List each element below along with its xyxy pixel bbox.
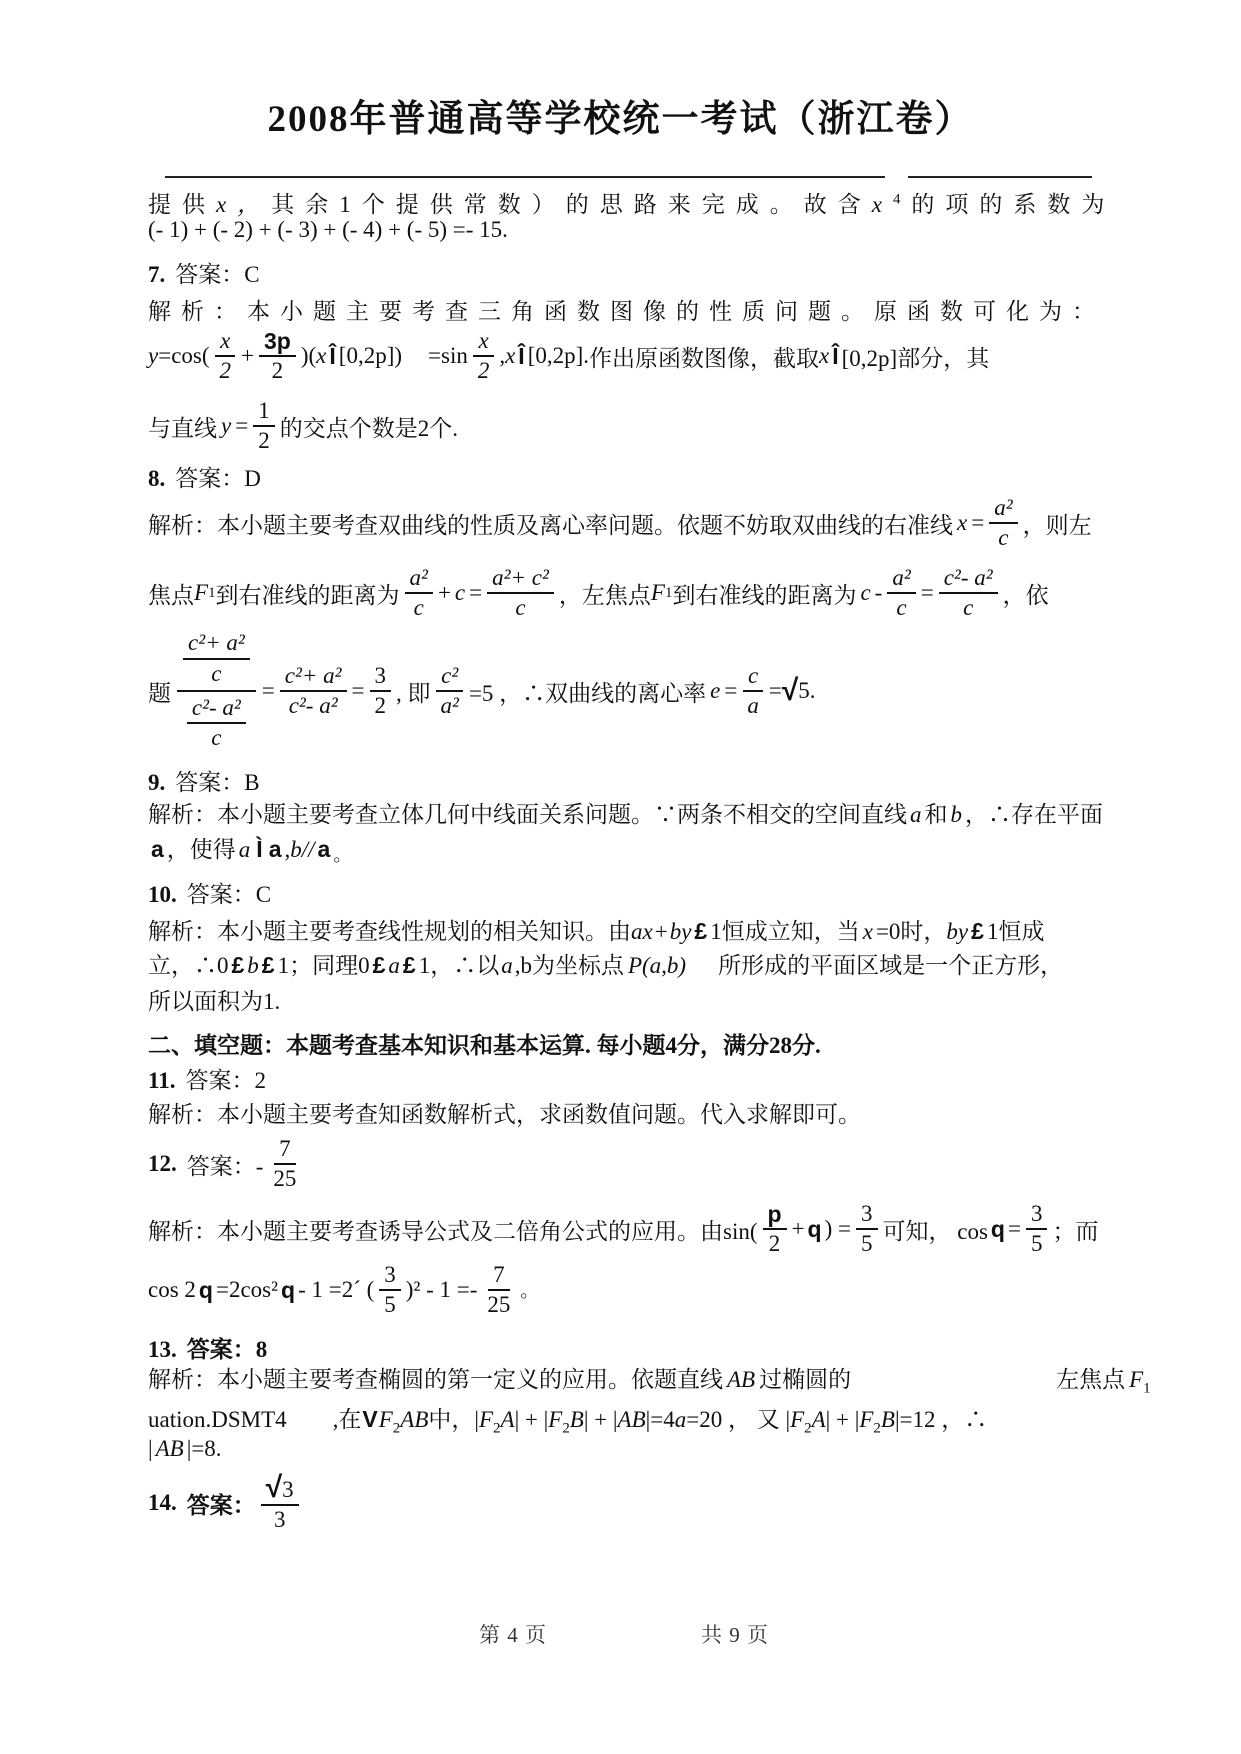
text: )(	[300, 343, 317, 368]
leq-symbol: £	[694, 918, 708, 944]
line-q11-answer	[148, 1062, 1106, 1095]
operator-plus: +	[654, 919, 668, 944]
operator-plus: +	[241, 343, 254, 368]
text: 1恒成	[986, 919, 1045, 944]
theta-symbol: q	[198, 1276, 213, 1303]
alpha-symbol: a	[151, 836, 164, 862]
text: 的交点个数是2个.	[279, 415, 458, 441]
answer-text: 答案：D	[175, 466, 261, 491]
text: ，依	[1002, 582, 1049, 608]
spacer	[287, 1426, 333, 1427]
operator-equals: =	[261, 678, 275, 703]
element-of-symbol: Î	[518, 342, 525, 369]
fraction-a2-c: $\frac{\text{a²}}{c}$	[405, 565, 433, 622]
line-q10-jiexi-2	[148, 947, 1106, 980]
var-B: B	[569, 1407, 584, 1432]
question-number: 9.	[148, 770, 166, 795]
text: [0,2p]部分，其	[841, 345, 990, 371]
operator-equals: =	[724, 678, 738, 703]
operator-equals: =	[469, 580, 483, 605]
var-x4: x	[871, 192, 893, 217]
text: 立，∴0	[148, 953, 229, 978]
line-q13-jiexi-3	[148, 1436, 1106, 1462]
fraction-3pi-2: $\frac{3p}{2}$	[259, 328, 296, 385]
line-q13-jiexi-2	[148, 1401, 1106, 1437]
var-c: c	[454, 580, 466, 605]
text: 解析：本小题主要考查立体几何中线面关系问题。∵两条不相交的空间直线	[148, 802, 907, 827]
text: 提供	[148, 192, 216, 217]
question-number: 13.	[148, 1337, 177, 1362]
fraction-1-2: $\frac{1}{2}$	[253, 398, 275, 455]
text: , 即	[396, 680, 431, 706]
text: 。	[333, 845, 352, 865]
text: ；而	[1052, 1218, 1099, 1244]
text: 所形成的平面区域是一个正方形，	[718, 953, 1064, 978]
line-q12-jiexi-2	[148, 1262, 1106, 1318]
line-q8-jiexi-2: 焦点 F 1 到右准线的距离为 $\frac{\text{a²}}{c}$ + c = $\frac{\text{a²+ c²}}{c}$ ，左焦点 F 1 到右准线的距离为 c - $\frac{\text{a²}}{c}$ = $\frac{\text{c²- a²}}{c}$ ，依	[148, 564, 1049, 620]
footer-page-number: 第 4 页	[479, 1623, 547, 1647]
alpha-symbol: a	[317, 836, 331, 862]
line-q10-jiexi-3: 所以面积为1.	[148, 989, 281, 1014]
operator-plus: +	[791, 1216, 805, 1241]
line-q8-answer	[148, 460, 1106, 493]
var-AB: AB	[400, 1407, 429, 1432]
var-F2A: F	[790, 1407, 805, 1432]
subscript: 2	[873, 1420, 881, 1437]
element-of-symbol: Î	[832, 342, 839, 369]
var-AB: AB	[617, 1407, 646, 1432]
answer-text: 答案：C	[186, 882, 272, 907]
element-of-symbol: Î	[329, 342, 336, 369]
operator-equals: =	[768, 678, 782, 703]
var-x: x	[819, 343, 830, 368]
fraction-x-2: $\frac{x}{2}$	[473, 328, 495, 385]
var-x: x	[957, 510, 968, 535]
text: ，则左	[1022, 512, 1092, 538]
line-q12-answer	[148, 1133, 1106, 1195]
fraction-3-2: $\frac{3}{2}$	[370, 663, 392, 720]
fraction-pi-2: $\frac{p}{2}$	[763, 1201, 787, 1258]
var-F2AB: F	[378, 1407, 393, 1432]
fraction-x-2: $\frac{x}{2}$	[215, 328, 237, 385]
var-AB: AB	[155, 1436, 184, 1461]
text: [0,2p].	[527, 343, 590, 368]
text: )² - 1 =-	[405, 1277, 478, 1302]
var-a: a	[910, 802, 922, 827]
text: | + |	[583, 1407, 618, 1432]
var-Pab: P(a,b)	[627, 953, 687, 978]
line-q13-jiexi-1	[148, 1361, 1151, 1397]
text: ，∴存在平面	[965, 802, 1103, 827]
line-q9-jiexi-2	[148, 831, 1106, 867]
operator-equals: =	[971, 510, 985, 535]
operator-minus: -	[874, 580, 883, 605]
subscript: 2	[804, 1420, 812, 1437]
line-intro-1	[148, 186, 1116, 219]
var-a: a	[238, 837, 251, 862]
text: 中，	[428, 1407, 475, 1432]
var-y: y	[221, 413, 232, 438]
text: =5 ，∴双曲线的离心率	[468, 680, 707, 706]
answer-text: 答案：C	[175, 262, 260, 287]
fraction-3-5: $\frac{3}{5}$	[856, 1201, 878, 1258]
question-number: 10.	[148, 882, 177, 907]
alpha-symbol: a	[268, 836, 282, 862]
operator-equals: =	[235, 413, 249, 438]
text: ) =	[824, 1216, 851, 1241]
theta-symbol: q	[281, 1276, 296, 1303]
question-number: 7.	[148, 262, 166, 287]
text: ,	[499, 343, 506, 368]
operator-plus: +	[437, 580, 451, 605]
text: 解析：本小题主要考查椭圆的第一定义的应用。依题直线	[148, 1367, 723, 1392]
leq-symbol: £	[971, 918, 984, 944]
text: | + |	[514, 1407, 549, 1432]
line-q14-answer	[148, 1466, 1106, 1540]
var-x: x	[505, 343, 516, 368]
fraction-c2a2-c: $\frac{\text{c²- a²}}{c}$	[939, 565, 998, 622]
answer-text: 答案：8	[186, 1337, 268, 1362]
text: 可知， cos	[882, 1218, 988, 1244]
leq-symbol: £	[402, 952, 416, 978]
var-a: a	[674, 1407, 687, 1432]
fraction-sqrt3-3: $\frac{√3}{3}$	[261, 1473, 299, 1534]
var-a: a	[501, 953, 513, 978]
text: 其余1个提供常数）的思路来完成。故含	[271, 192, 872, 217]
text: 左焦点	[1056, 1367, 1126, 1392]
text: |=4	[645, 1407, 675, 1432]
header-rule-left	[165, 176, 885, 178]
text: 解析：本小题主要考查线性规划的相关知识。由	[148, 919, 631, 944]
text: | + |	[825, 1407, 860, 1432]
text: |=12 ，∴	[894, 1407, 988, 1432]
text: 和	[924, 802, 948, 827]
var-b: b	[290, 837, 302, 862]
var-b: b	[950, 802, 962, 827]
text: =20 ， 又 |	[686, 1407, 791, 1432]
var-x: x	[862, 919, 873, 944]
fraction-a2-c: $\frac{\text{a²}}{c}$	[989, 495, 1017, 552]
line-q9-answer	[148, 764, 1106, 797]
text: |=8.	[186, 1436, 222, 1461]
subscript: 1	[1143, 1380, 1151, 1397]
theta-symbol: q	[990, 1215, 1005, 1242]
var-F1: F	[650, 580, 665, 605]
var-c: c	[860, 580, 871, 605]
text: 1恒成立知，当	[710, 919, 860, 944]
spacer	[851, 1386, 1056, 1387]
text: =0时，	[875, 919, 947, 944]
answer-text: 答案：-	[186, 1153, 264, 1179]
operator-equals: =	[1007, 1216, 1021, 1241]
fraction-7-25: $\frac{7}{25}$	[487, 1261, 511, 1317]
text-fieldcode: uation.DSMT4	[148, 1407, 287, 1432]
fraction-c-a: $\frac{c}{a}$	[742, 663, 764, 720]
var-B: B	[880, 1407, 895, 1432]
text: 解析：本小题主要考查诱导公式及二倍角公式的应用。由sin(	[148, 1218, 758, 1244]
var-AB: AB	[727, 1367, 756, 1392]
line-q9-jiexi-1	[148, 796, 1106, 829]
var-by: by	[669, 919, 692, 944]
nested-fraction: $\frac{\frac{\text{c²+ a²}}{c}}{\frac{\text{c²- a²}}{c}}$	[177, 630, 256, 752]
answer-text: 答案：	[186, 1492, 256, 1518]
footer-total-pages: 共 9 页	[701, 1623, 769, 1647]
leq-symbol: £	[261, 952, 275, 978]
text: ，左焦点	[558, 582, 651, 608]
var-F1: F	[194, 580, 209, 605]
subscript: 2	[562, 1420, 570, 1437]
text: 。	[520, 1281, 539, 1301]
line-q8-jiexi-1	[148, 494, 1106, 552]
fraction-c2a2-c2a2: $\frac{\text{c²+ a²}}{\text{c²- a²}}$	[280, 663, 347, 720]
var-ax: ax	[631, 919, 653, 944]
text: 到右准线的距离为	[672, 582, 857, 608]
line-q7-answer	[148, 256, 1106, 289]
text: =2cos²	[215, 1277, 279, 1302]
line-intro-2: (- 1) + (- 2) + (- 3) + (- 4) + (- 5) =- 15.	[148, 217, 508, 242]
spacer	[402, 356, 428, 357]
operator-equals: =	[920, 580, 934, 605]
var-F2B: F	[548, 1407, 563, 1432]
var-x: x，	[216, 192, 272, 217]
text: 的项的系数为	[911, 192, 1116, 217]
page-title: 2008年普通高等学校统一考试（浙江卷）	[267, 99, 974, 140]
leq-symbol: £	[372, 952, 386, 978]
answer-text: 答案：B	[175, 770, 260, 795]
bar: |	[148, 1436, 153, 1461]
line-q13-answer	[148, 1331, 1106, 1364]
line-q10-jiexi-1	[148, 913, 1106, 946]
section-heading-fill-in: 二、填空题：本题考查基本知识和基本运算. 每小题4分，满分28分.	[148, 1033, 821, 1058]
line-q10-answer	[148, 876, 1106, 909]
text: 作出原函数图像，截取	[589, 345, 820, 371]
var-F2A: F	[478, 1407, 494, 1432]
text: ,在	[332, 1407, 362, 1432]
fraction-a2-c: $\frac{\text{a²}}{c}$	[887, 565, 915, 622]
answer-text: 答案：2	[185, 1068, 266, 1093]
var-F1: F	[1129, 1367, 1144, 1392]
text: 5.	[798, 678, 816, 703]
fraction-c2-a2: $\frac{\text{c²}}{\text{a²}}$	[436, 663, 464, 720]
text: =sin	[428, 343, 468, 368]
text: - 1 =2´ (	[298, 1277, 375, 1302]
text: 1；同理0	[277, 953, 370, 978]
text: ,	[284, 837, 291, 862]
text: cos 2	[148, 1277, 196, 1302]
var-y: y	[148, 343, 159, 368]
var-x: x	[316, 343, 327, 368]
fraction-3-5: $\frac{3}{5}$	[1026, 1201, 1048, 1258]
var-A: A	[500, 1407, 515, 1432]
question-number: 11.	[148, 1068, 176, 1093]
subscript: 2	[392, 1420, 401, 1437]
text: 解析：本小题主要考查双曲线的性质及离心率问题。依题不妨取双曲线的右准线	[148, 512, 953, 538]
leq-symbol: £	[231, 952, 245, 978]
line-q7-jiexi: 解析：本小题主要考查三角函数图像的性质问题。原函数可化为：	[148, 299, 1105, 324]
triangle-symbol: V	[362, 1406, 378, 1432]
var-b: b	[247, 953, 259, 978]
var-A: A	[811, 1407, 826, 1432]
subscript: 2	[493, 1420, 501, 1437]
text: 与直线	[148, 415, 217, 441]
text: [0,2p])	[338, 343, 403, 368]
text: 1，∴以	[418, 953, 500, 978]
var-by: by	[946, 919, 969, 944]
fraction-3-5: $\frac{3}{5}$	[379, 1262, 401, 1319]
question-number: 12.	[148, 1151, 177, 1176]
header-rule-right	[908, 176, 1092, 178]
text: 过椭圆的	[759, 1367, 852, 1392]
line-q8-jiexi-3	[148, 628, 1106, 754]
radical-symbol: √	[781, 674, 799, 708]
line-q11-jiexi: 解析：本小题主要考查知函数解析式，求函数值问题。代入求解即可。	[148, 1102, 861, 1127]
text: ,b为坐标点	[514, 953, 624, 978]
line-q12-jiexi-1	[148, 1200, 1106, 1258]
fraction-a2c2-c: $\frac{\text{a²+ c²}}{c}$	[487, 565, 554, 622]
text: 到右准线的距离为	[215, 582, 400, 608]
superscript: 4	[892, 191, 912, 208]
question-number: 8.	[148, 466, 166, 491]
text: 题	[148, 680, 171, 706]
bar: |	[474, 1407, 479, 1432]
spacer	[690, 972, 718, 973]
var-F2B: F	[859, 1407, 874, 1432]
operator-equals: =	[351, 678, 365, 703]
text: ，使得	[166, 837, 236, 862]
theta-symbol: q	[807, 1215, 822, 1242]
text: 焦点	[148, 582, 194, 608]
subset-symbol: Ì	[256, 836, 263, 862]
fraction-7-25: $\frac{7}{25}$	[273, 1135, 297, 1191]
question-number: 14.	[148, 1490, 177, 1515]
radical-symbol: √	[265, 1470, 283, 1504]
var-e: e	[710, 678, 721, 703]
text: =cos(	[158, 343, 210, 368]
var-a: a	[388, 953, 400, 978]
parallel-symbol: //	[301, 837, 315, 862]
line-q7-formula	[148, 325, 1106, 387]
line-q7-conclusion	[148, 398, 1106, 454]
